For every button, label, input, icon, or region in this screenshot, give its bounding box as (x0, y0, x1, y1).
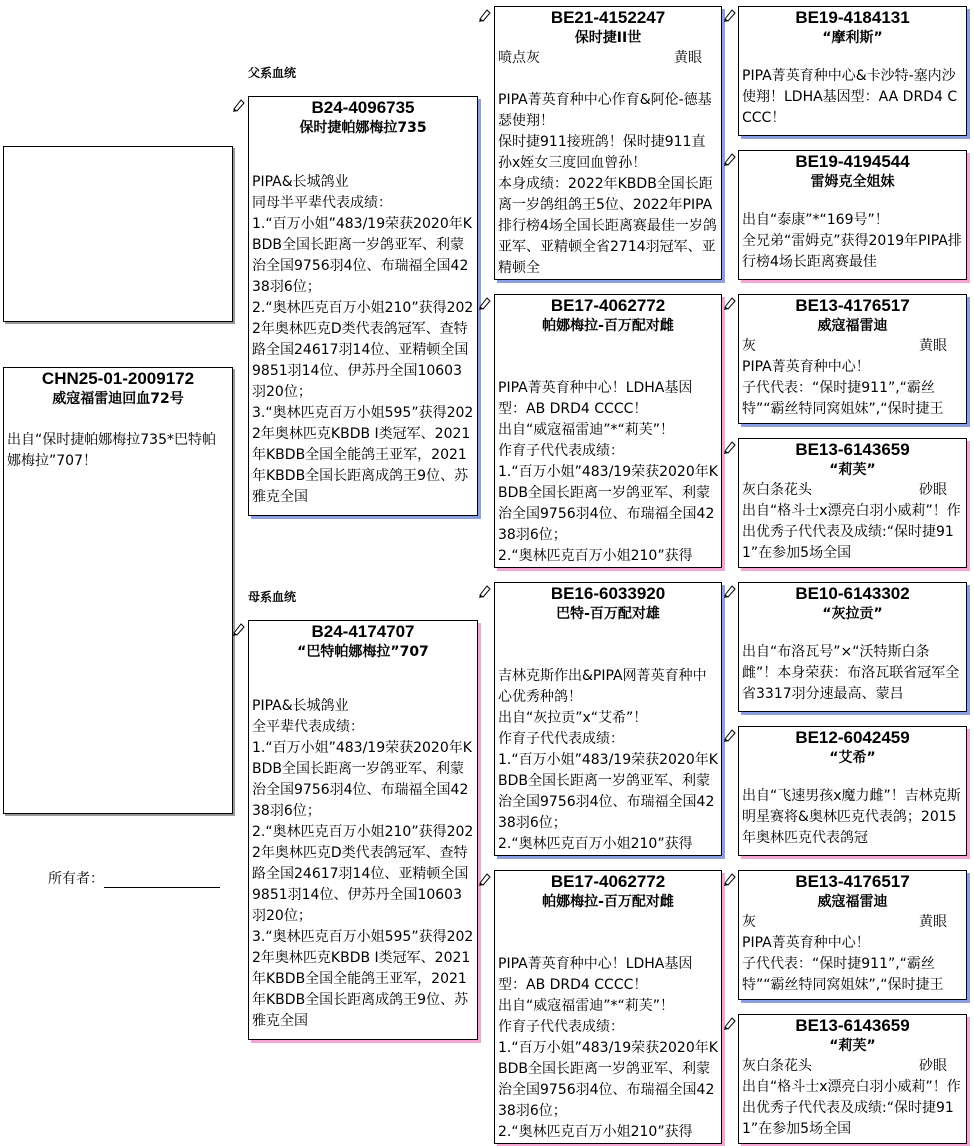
pedigree-text: 出自“布洛瓦号”×“沃特斯白条雌”！本身荣获：布洛瓦联省冠军全省3317羽分速最高、蒙吕 (742, 644, 960, 702)
pedigree-text: PIPA菁英育种中心！ 子代代表：“保时捷911”,“霸丝特”“霸丝特同窝姐妹”,“保时捷王 (742, 359, 944, 417)
sire-card (248, 96, 478, 516)
gen3-card-6 (738, 870, 967, 1000)
color-eye-row (495, 48, 721, 69)
edit-gen2-3-icon[interactable] (478, 872, 492, 886)
eye-type: 黄眼 (919, 338, 947, 354)
pedigree-text: PIPA菁英育种中心&卡沙特-塞内沙使翔！LDHA基因型：AA DRD4 CCCC！ (742, 68, 958, 126)
photo-frame (3, 146, 233, 322)
paternal-label: 父系血统 (248, 66, 297, 80)
ring-id: BE13-4176517 (795, 872, 910, 891)
color-eye-row (739, 336, 966, 357)
edit-gen3-1-icon[interactable] (723, 152, 737, 166)
edit-gen3-0-icon[interactable] (723, 8, 737, 22)
pigeon-name: “灰拉贡” (822, 606, 883, 622)
color-eye-row (739, 1056, 966, 1077)
eye-type: 砂眼 (919, 482, 947, 498)
ring-id: BE19-4184131 (795, 8, 910, 27)
plumage-color: 喷点灰 (498, 50, 540, 66)
sire-name: 保时捷帕娜梅拉735 (299, 120, 427, 136)
edit-gen3-5-icon[interactable] (723, 728, 737, 742)
pigeon-name: “摩利斯” (822, 30, 883, 46)
gen3-card-2 (738, 294, 967, 424)
edit-sire-icon[interactable] (232, 98, 246, 112)
ring-id: BE13-6143659 (795, 440, 910, 459)
ring-id: BE13-6143659 (795, 1016, 910, 1035)
edit-gen3-4-icon[interactable] (723, 584, 737, 598)
pedigree-text: PIPA菁英育种中心！LDHA基因型：AB DRD4 CCCC！ 出自“威寇福雷迪”*“莉芙”！ 作育子代代表成绩： 1.“百万小姐”483/19荣获2020年KBDB全国长距离一岁鸽亚军、利蒙治全国9756羽4位、布瑞福全国4238羽6位； 2.“奥林匹克百万小姐210”获得 (498, 956, 718, 1140)
pedigree-text: PIPA菁英育种中心！ 子代代表：“保时捷911”,“霸丝特”“霸丝特同窝姐妹”,“保时捷王 (742, 935, 944, 993)
ring-id: BE17-4062772 (550, 296, 666, 315)
subject-name: 威寇福雷迪回血72号 (52, 391, 184, 407)
pigeon-name: 雷姆克全姐妹 (810, 174, 895, 190)
plumage-color: 灰白条花头 (742, 482, 812, 498)
edit-gen2-0-icon[interactable] (478, 8, 492, 22)
pigeon-name: 巴特-百万配对雄 (556, 606, 660, 622)
gen2-card-maternal-granddam (494, 870, 722, 1144)
pedigree-text: 出自“泰康”*“169号”！ 全兄弟“雷姆克”获得2019年PIPA排行榜4场长距离赛最佳 (742, 212, 962, 270)
gen3-card-5 (738, 726, 967, 856)
pedigree-text: PIPA菁英育种中心！LDHA基因型：AB DRD4 CCCC！ 出自“威寇福雷迪”*“莉芙”！ 作育子代代表成绩： 1.“百万小姐”483/19荣获2020年KBDB全国长距离一岁鸽亚军、利蒙治全国9756羽4位、布瑞福全国4238羽6位； 2.“奥林匹克百万小姐210”获得 (498, 380, 718, 564)
edit-gen3-6-icon[interactable] (723, 872, 737, 886)
pedigree-text: PIPA菁英育种中心作育&阿伦-德基瑟使翔！ 保时捷911接班鸽！保时捷911直孙x姪女三度回血曾孙！ 本身成绩：2022年KBDB全国长距离一岁鸽组鸽王5位、2022年PIPA排行榜4场全国长距离赛最佳一岁鸽亚军、亚精顿全省2714羽冠军、亚精顿全 (498, 92, 717, 276)
pigeon-name: 保时捷II世 (574, 30, 642, 46)
pigeon-name: “莉芙” (829, 462, 876, 478)
eye-type: 砂眼 (919, 1058, 947, 1074)
edit-gen3-2-icon[interactable] (723, 296, 737, 310)
dam-text: PIPA&长城鸽业 全平辈代表成绩： 1.“百万小姐”483/19荣获2020年KBDB全国长距离一岁鸽亚军、利蒙治全国9756羽4位、布瑞福全国4238羽6位； 2.“奥林匹克百万小姐210”获得2022年奥林匹克D类代表鸽冠军、查特路全国24617羽14位、亚精顿全国9851羽14位、伊苏丹全国10603羽20位； 3.“奥林匹克百万小姐595”获得2022年奥林匹克KBDB I类冠军、2021年KBDB全国全能鸽王亚军，2021年KBDB全国长距离成鸽王9位、苏雅克全国 (252, 698, 474, 1029)
gen3-card-4 (738, 582, 967, 712)
subject-ring-id: CHN25-01-2009172 (41, 369, 195, 388)
pedigree-text: 出自“飞速男孩x魔力雌”！吉林克斯明星赛将&奥林匹克代表鸽；2015年奥林匹克代表鸽冠 (742, 788, 961, 846)
gen3-card-3 (738, 438, 967, 568)
plumage-color: 灰 (742, 914, 756, 930)
subject-card (3, 367, 233, 814)
pigeon-name: 帕娜梅拉-百万配对雌 (542, 318, 674, 334)
eye-type: 黄眼 (919, 914, 947, 930)
pigeon-name: “莉芙” (829, 1038, 876, 1054)
color-eye-row (739, 480, 966, 501)
ring-id: BE16-6033920 (550, 584, 666, 603)
owner-field (48, 868, 220, 888)
edit-gen2-1-icon[interactable] (478, 296, 492, 310)
owner-label: 所有者： (48, 871, 104, 887)
pedigree-text: 吉林克斯作出&PIPA网菁英育种中心优秀种鸽！ 出自“灰拉贡”x“艾希”！ 作育子代代表成绩： 1.“百万小姐”483/19荣获2020年KBDB全国长距离一岁鸽亚军、利蒙治全国9756羽4位、布瑞福全国4238羽6位； 2.“奥林匹克百万小姐210”获得 (498, 668, 718, 852)
pigeon-name: “艾希” (829, 750, 876, 766)
pigeon-name: 帕娜梅拉-百万配对雌 (542, 894, 674, 910)
sire-text: PIPA&长城鸽业 同母半平辈代表成绩： 1.“百万小姐”483/19荣获2020年KBDB全国长距离一岁鸽亚军、利蒙治全国9756羽4位、布瑞福全国4238羽6位； 2.“奥林匹克百万小姐210”获得2022年奥林匹克D类代表鸽冠军、查特路全国24617羽14位、亚精顿全国9851羽14位、伊苏丹全国10603羽20位； 3.“奥林匹克百万小姐595”获得2022年奥林匹克KBDB I类冠军、2021年KBDB全国全能鸽王亚军，2021年KBDB全国长距离成鸽王9位、苏雅克全国 (252, 174, 474, 505)
owner-line[interactable] (104, 873, 220, 888)
ring-id: BE12-6042459 (795, 728, 910, 747)
color-eye-row (739, 912, 966, 933)
ring-id: BE17-4062772 (550, 872, 666, 891)
ring-id: BE21-4152247 (550, 8, 666, 27)
edit-dam-icon[interactable] (232, 622, 246, 636)
plumage-color: 灰白条花头 (742, 1058, 812, 1074)
sire-ring-id: B24-4096735 (311, 98, 415, 117)
edit-gen2-2-icon[interactable] (478, 584, 492, 598)
maternal-label: 母系血统 (248, 590, 297, 604)
dam-card (248, 620, 478, 1040)
ring-id: BE13-4176517 (795, 296, 910, 315)
gen3-card-0 (738, 6, 967, 136)
edit-gen3-3-icon[interactable] (723, 440, 737, 454)
gen2-card-maternal-grandsire (494, 582, 722, 856)
pedigree-text: 出自“格斗士x漂亮白羽小威莉”！作出优秀子代代表及成绩:“保时捷911”在参加5场全国 (742, 1079, 961, 1137)
gen2-card-paternal-grandsire (494, 6, 722, 280)
eye-type: 黄眼 (674, 50, 702, 66)
gen3-card-7 (738, 1014, 967, 1144)
pigeon-name: 威寇福雷迪 (817, 318, 888, 334)
pedigree-text: 出自“格斗士x漂亮白羽小威莉”！作出优秀子代代表及成绩:“保时捷911”在参加5场全国 (742, 503, 961, 561)
edit-gen3-7-icon[interactable] (723, 1016, 737, 1030)
ring-id: BE19-4194544 (795, 152, 910, 171)
dam-name: “巴特帕娜梅拉”707 (297, 644, 429, 660)
gen2-card-paternal-granddam (494, 294, 722, 568)
gen3-card-1 (738, 150, 967, 280)
plumage-color: 灰 (742, 338, 756, 354)
dam-ring-id: B24-4174707 (311, 622, 415, 641)
subject-text: 出自“保时捷帕娜梅拉735*巴特帕娜梅拉”707！ (7, 432, 216, 469)
ring-id: BE10-6143302 (795, 584, 910, 603)
pigeon-name: 威寇福雷迪 (817, 894, 888, 910)
